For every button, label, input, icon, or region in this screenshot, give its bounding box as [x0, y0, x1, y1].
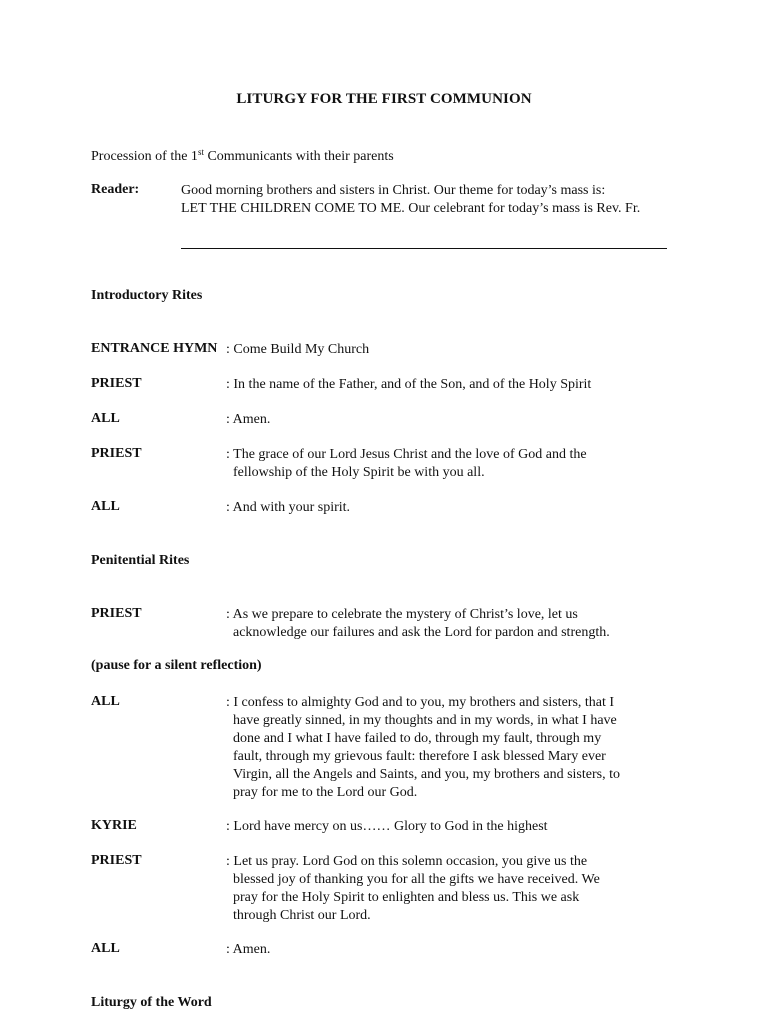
- procession-text-before: Procession of the 1: [91, 149, 198, 164]
- reader-text: [181, 182, 640, 218]
- response-line: pray for the Holy Spirit to enlighten and bless us. This we ask: [233, 890, 580, 905]
- speaker-label-kyrie: KYRIE: [91, 818, 137, 833]
- section-heading-introductory-rites: Introductory Rites: [91, 288, 203, 303]
- response-line: done and I what I have failed to do, through my fault, through my: [233, 731, 602, 746]
- response-line: : As we prepare to celebrate the mystery of Christ’s love, let us: [226, 607, 578, 622]
- section-heading-liturgy-of-the-word: Liturgy of the Word: [91, 995, 212, 1010]
- response-line: : And with your spirit.: [226, 500, 351, 515]
- response-line: through Christ our Lord.: [233, 908, 371, 923]
- response-line: acknowledge our failures and ask the Lord for pardon and strength.: [233, 625, 610, 640]
- reader-line-2: LET THE CHILDREN COME TO ME. Our celebrant for today’s mass is Rev. Fr.: [181, 201, 641, 216]
- speaker-label-entrance-hymn: ENTRANCE HYMN: [91, 341, 218, 356]
- speaker-label-priest: PRIEST: [91, 606, 142, 621]
- response-text-priest: [226, 376, 591, 394]
- response-line: Virgin, all the Angels and Saints, and you, my brothers and sisters, to: [233, 767, 620, 782]
- speaker-label-priest: PRIEST: [91, 853, 142, 868]
- speaker-label-all: ALL: [91, 411, 120, 426]
- response-text-all: [226, 941, 270, 959]
- response-line: : Amen.: [226, 412, 271, 427]
- speaker-label-priest: PRIEST: [91, 446, 142, 461]
- speaker-label-priest: PRIEST: [91, 376, 142, 391]
- response-line: : I confess to almighty God and to you, my brothers and sisters, that I: [226, 695, 615, 710]
- reader-line-1: Good morning brothers and sisters in Christ. Our theme for today’s mass is:: [181, 183, 606, 198]
- response-text-all: [226, 411, 270, 429]
- response-line: blessed joy of thanking you for all the gifts we have received. We: [233, 872, 600, 887]
- response-line: : Lord have mercy on us…… Glory to God in the highest: [226, 819, 548, 834]
- response-line: : Come Build My Church: [226, 342, 370, 357]
- procession-ordinal-suffix: st: [197, 147, 204, 157]
- response-text-kyrie: [226, 818, 548, 836]
- response-line: pray for me to the Lord our God.: [233, 785, 418, 800]
- pause-instruction: (pause for a silent reflection): [91, 658, 262, 673]
- response-line: : Amen.: [226, 942, 271, 957]
- speaker-label-all: ALL: [91, 694, 120, 709]
- response-line: fault, through my grievous fault: therefore I ask blessed Mary ever: [233, 749, 606, 764]
- reader-label: Reader:: [91, 182, 140, 197]
- response-line: : In the name of the Father, and of the Son, and of the Holy Spirit: [226, 377, 592, 392]
- procession-line: [91, 147, 394, 165]
- response-text-all: [226, 499, 350, 517]
- response-text-entrance-hymn: [226, 341, 369, 359]
- document-title: LITURGY FOR THE FIRST COMMUNION: [236, 91, 532, 107]
- section-heading-penitential-rites: Penitential Rites: [91, 553, 190, 568]
- response-text-collect: [226, 853, 600, 925]
- response-text-confiteor: [226, 694, 620, 802]
- response-line: : Let us pray. Lord God on this solemn occasion, you give us the: [226, 854, 588, 869]
- blank-fill-line: [181, 248, 667, 249]
- speaker-label-all: ALL: [91, 499, 120, 514]
- response-line: have greatly sinned, in my thoughts and in my words, in what I have: [233, 713, 617, 728]
- response-text-priest: [226, 446, 587, 482]
- response-text-priest: [226, 606, 610, 642]
- response-line: : The grace of our Lord Jesus Christ and the love of God and the: [226, 447, 587, 462]
- response-line: fellowship of the Holy Spirit be with you all.: [233, 465, 485, 480]
- procession-text-after: Communicants with their parents: [203, 149, 394, 164]
- speaker-label-all: ALL: [91, 941, 120, 956]
